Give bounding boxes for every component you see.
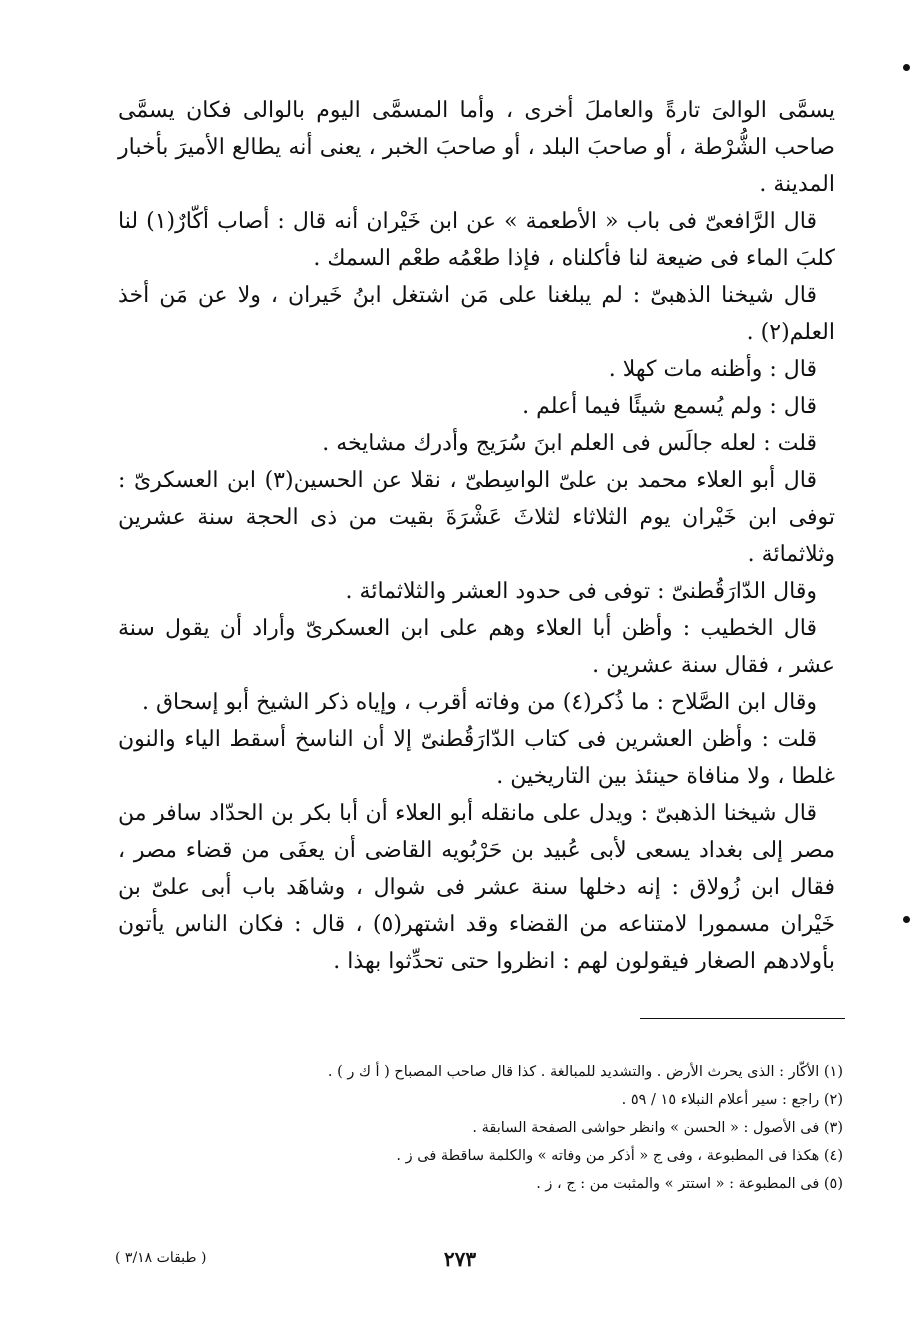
- print-signature: ( طبقات ٣/١٨ ): [115, 1250, 207, 1266]
- paragraph: يسمَّى الوالىَ تارةً والعاملَ أخرى ، وأما المسمَّى اليوم بالوالى فكان يسمَّى صاحب الشُّرْطة ، أو صاحبَ البلد ، أو صاحبَ الخبر ، يعنى أنه يطالع الأميرَ بأخبار المدينة .: [118, 98, 835, 197]
- footnote: (١) الأكّار : الذى يحرث الأرض . والتشديد للمبالغة . كذا قال صاحب المصباح ( أ ك ر ) .: [327, 1064, 843, 1080]
- paragraph: وقال ابن الصَّلاح : ما ذُكر(٤) من وفاته أقرب ، وإياه ذكر الشيخ أبو إسحاق .: [142, 690, 817, 715]
- paragraph: قال الخطيب : وأظن أبا العلاء وهم على ابن العسكرىّ وأراد أن يقول سنة عشر ، فقال سنة عشرين .: [118, 616, 835, 678]
- footnote: (٣) فى الأصول : « الحسن » وانظر حواشى الصفحة السابقة .: [472, 1120, 843, 1136]
- paragraph: قال : وأظنه مات كهلا .: [608, 357, 817, 382]
- paragraph: قال شيخنا الذهبىّ : ويدل على مانقله أبو العلاء أن أبا بكر بن الحدّاد سافر من مصر إلى بغداد يسعى لأبى عُبيد بن حَرْبُويه القاضى أن يعفَى من قضاء مصر ، فقال ابن زُولاق : إنه دخلها سنة عشر فى شوال ، وشاهَد باب أبى علىّ بن خَيْران مسمورا لامتناعه من القضاء وقد اشتهر(٥) ، قال : فكان الناس يأتون بأولادهم الصغار فيقولون لهم : انظروا حتى تحدِّثوا بهذا .: [118, 801, 835, 974]
- margin-mark-middle: [903, 916, 910, 923]
- footnote: (٤) هكذا فى المطبوعة ، وفى ج « أذكر من وفاته » والكلمة ساقطة فى ز .: [396, 1148, 843, 1164]
- footnote-separator: [640, 1018, 845, 1019]
- margin-mark-top: [903, 64, 910, 71]
- paragraph: وقال الدّارَقُطنىّ : توفى فى حدود العشر والثلاثمائة .: [345, 579, 817, 604]
- footnote: (٢) راجع : سير أعلام النبلاء ١٥ / ٥٩ .: [621, 1092, 843, 1108]
- paragraph: قال : ولم يُسمع شيئًا فيما أعلم .: [522, 394, 817, 419]
- footnote: (٥) فى المطبوعة : « استتر » والمثبت من : ج ، ز .: [536, 1176, 843, 1192]
- main-text: [118, 92, 835, 980]
- paragraph: قلت : لعله جالَس فى العلم ابنَ سُرَيج وأدرك مشايخه .: [322, 431, 817, 456]
- paragraph: قال الرَّافعىّ فى باب « الأطعمة » عن ابن خَيْران أنه قال : أصاب أكّارٌ(١) لنا كلبَ الماء فى ضيعة لنا فأكلناه ، فإذا طعْمُه طعْم السمك .: [118, 209, 835, 271]
- page-number: ٢٧٣: [443, 1247, 477, 1271]
- footnotes: [170, 1058, 843, 1198]
- paragraph: قلت : وأظن العشرين فى كتاب الدّارَقُطنىّ إلا أن الناسخ أسقط الياء والنون غلطا ، ولا منافاة حينئذ بين التاريخين .: [118, 727, 835, 789]
- paragraph: قال أبو العلاء محمد بن علىّ الواسِطىّ ، نقلا عن الحسين(٣) ابن العسكرىّ : توفى ابن خَيْران يوم الثلاثاء لثلاثَ عَشْرَةَ بقيت من ذى الحجة سنة عشرين وثلاثمائة .: [118, 468, 835, 567]
- paragraph: قال شيخنا الذهبىّ : لم يبلغنا على مَن اشتغل ابنُ خَيران ، ولا عن مَن أخذ العلم(٢) .: [118, 283, 835, 345]
